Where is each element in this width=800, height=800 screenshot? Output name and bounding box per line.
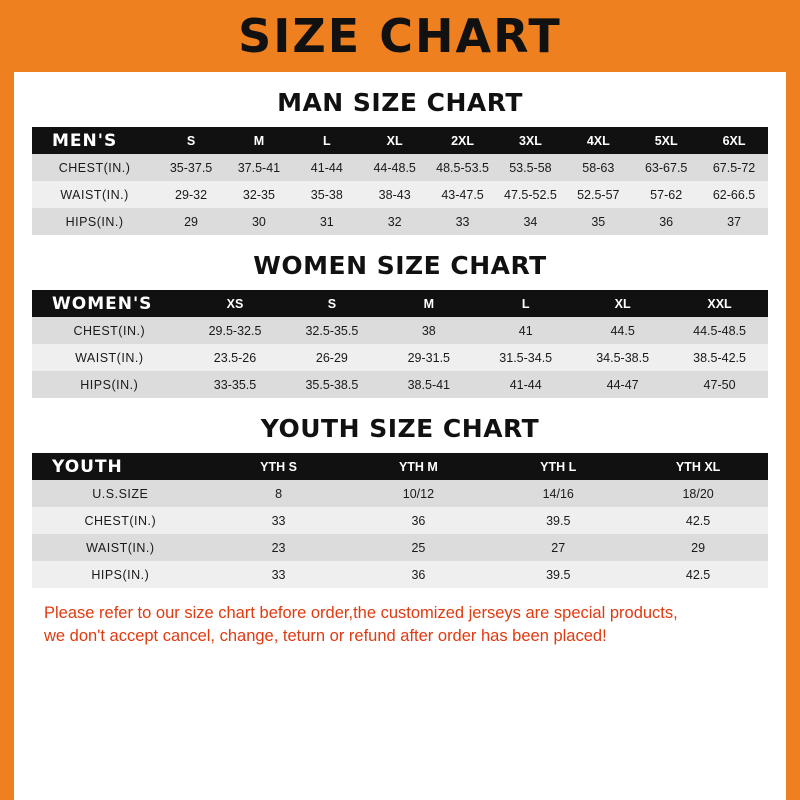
youth-row-1-cell-3: 42.5 bbox=[685, 513, 711, 528]
youth-row-2-label: WAIST(IN.) bbox=[86, 540, 155, 555]
men-row-0-cell-5: 53.5-58 bbox=[509, 160, 552, 175]
youth-row-2-cell-0: 23 bbox=[271, 540, 286, 555]
women-row-1-cell-3: 31.5-34.5 bbox=[499, 350, 553, 365]
table-row bbox=[32, 507, 768, 534]
men-row-0-cell-4: 48.5-53.5 bbox=[436, 160, 489, 175]
men-row-1-cell-4: 43-47.5 bbox=[441, 187, 484, 202]
youth-row-1-cell-1: 36 bbox=[411, 513, 426, 528]
men-row-0-cell-1: 37.5-41 bbox=[237, 160, 281, 175]
men-row-0-cell-3: 44-48.5 bbox=[373, 160, 416, 175]
youth-row-0-cell-1: 10/12 bbox=[402, 486, 435, 501]
youth-row-0-label: U.S.SIZE bbox=[92, 486, 149, 501]
youth-col-2: YTH L bbox=[540, 459, 577, 474]
men-row-0-cell-7: 63-67.5 bbox=[644, 160, 688, 175]
section-title-men: MAN SIZE CHART bbox=[277, 88, 523, 117]
men-col-8: 6XL bbox=[722, 133, 746, 148]
men-row-1-cell-5: 47.5-52.5 bbox=[504, 187, 557, 202]
page-title: SIZE CHART bbox=[238, 9, 562, 63]
men-row-0-cell-0: 35-37.5 bbox=[169, 160, 213, 175]
women-row-0-label: CHEST(IN.) bbox=[73, 323, 146, 338]
youth-row-2-cell-3: 29 bbox=[691, 540, 706, 555]
table-row bbox=[32, 371, 768, 398]
footer-note bbox=[32, 602, 768, 648]
women-row-2-cell-4: 44-47 bbox=[606, 377, 639, 392]
youth-col-0: YTH S bbox=[260, 459, 297, 474]
women-col-2: M bbox=[423, 296, 435, 311]
women-row-0-cell-0: 29.5-32.5 bbox=[208, 323, 262, 338]
women-col-4: XL bbox=[614, 296, 631, 311]
men-row-2-cell-0: 29 bbox=[184, 214, 198, 229]
men-row-2-cell-6: 35 bbox=[591, 214, 606, 229]
men-col-3: XL bbox=[386, 133, 403, 148]
table-row bbox=[32, 208, 768, 235]
men-col-2: L bbox=[322, 133, 331, 148]
women-row-1-cell-0: 23.5-26 bbox=[213, 350, 257, 365]
women-size-table bbox=[32, 290, 768, 398]
women-col-5: XXL bbox=[707, 296, 732, 311]
footer-note-line-1: Please refer to our size chart before order,the customized jerseys are special products, bbox=[44, 604, 678, 622]
chart-content bbox=[14, 88, 786, 648]
youth-row-1-label: CHEST(IN.) bbox=[84, 513, 157, 528]
men-row-0-cell-2: 41-44 bbox=[310, 160, 343, 175]
men-row-1-cell-6: 52.5-57 bbox=[577, 187, 620, 202]
men-col-6: 4XL bbox=[586, 133, 610, 148]
youth-row-0-cell-3: 18/20 bbox=[682, 486, 714, 501]
men-row-2-cell-7: 36 bbox=[659, 214, 674, 229]
women-row-0-cell-5: 44.5-48.5 bbox=[693, 323, 746, 338]
youth-row-1-cell-0: 33 bbox=[271, 513, 286, 528]
women-header-label: WOMEN'S bbox=[52, 293, 153, 314]
section-title-women: WOMEN SIZE CHART bbox=[253, 251, 547, 280]
header-band bbox=[14, 0, 786, 72]
women-table-body bbox=[32, 317, 768, 398]
women-col-1: S bbox=[327, 296, 337, 311]
men-header-label: MEN'S bbox=[52, 130, 118, 151]
women-row-2-cell-2: 38.5-41 bbox=[407, 377, 451, 392]
section-title-youth: YOUTH SIZE CHART bbox=[260, 414, 540, 443]
youth-row-2-cell-1: 25 bbox=[411, 540, 426, 555]
women-row-0-cell-4: 44.5 bbox=[610, 323, 635, 338]
youth-table-body bbox=[32, 480, 768, 588]
table-row bbox=[32, 480, 768, 507]
men-row-2-cell-1: 30 bbox=[251, 214, 266, 229]
women-row-1-cell-2: 29-31.5 bbox=[407, 350, 451, 365]
table-row bbox=[32, 181, 768, 208]
women-row-0-cell-1: 32.5-35.5 bbox=[305, 323, 359, 338]
youth-col-3: YTH XL bbox=[675, 459, 721, 474]
men-row-0-cell-6: 58-63 bbox=[582, 160, 615, 175]
men-col-0: S bbox=[186, 133, 196, 148]
table-row bbox=[32, 154, 768, 181]
men-row-1-cell-8: 62-66.5 bbox=[712, 187, 756, 202]
women-row-2-cell-3: 41-44 bbox=[509, 377, 542, 392]
men-row-1-cell-1: 32-35 bbox=[242, 187, 275, 202]
table-header-row bbox=[32, 290, 768, 317]
women-row-2-cell-5: 47-50 bbox=[703, 377, 736, 392]
women-row-2-cell-0: 33-35.5 bbox=[213, 377, 257, 392]
youth-row-1-cell-2: 39.5 bbox=[546, 513, 571, 528]
women-row-0-cell-2: 38 bbox=[421, 323, 436, 338]
women-row-1-label: WAIST(IN.) bbox=[75, 350, 144, 365]
youth-row-3-cell-1: 36 bbox=[411, 567, 426, 582]
youth-row-0-cell-2: 14/16 bbox=[542, 486, 574, 501]
women-row-0-cell-3: 41 bbox=[518, 323, 533, 338]
women-row-2-label: HIPS(IN.) bbox=[80, 377, 139, 392]
men-row-1-cell-3: 38-43 bbox=[378, 187, 411, 202]
youth-row-3-label: HIPS(IN.) bbox=[91, 567, 150, 582]
men-table-body bbox=[32, 154, 768, 235]
women-table-head bbox=[32, 290, 768, 317]
youth-header-label: YOUTH bbox=[52, 456, 123, 477]
men-col-5: 3XL bbox=[518, 133, 542, 148]
youth-row-3-cell-0: 33 bbox=[271, 567, 286, 582]
men-row-2-cell-8: 37 bbox=[727, 214, 741, 229]
men-col-4: 2XL bbox=[451, 133, 475, 148]
men-row-2-cell-4: 33 bbox=[455, 214, 470, 229]
men-row-1-cell-7: 57-62 bbox=[650, 187, 683, 202]
men-row-0-cell-8: 67.5-72 bbox=[712, 160, 756, 175]
table-row bbox=[32, 561, 768, 588]
men-size-table bbox=[32, 127, 768, 235]
men-col-1: M bbox=[253, 133, 265, 148]
women-row-1-cell-4: 34.5-38.5 bbox=[596, 350, 650, 365]
women-row-1-cell-1: 26-29 bbox=[315, 350, 348, 365]
youth-row-0-cell-0: 8 bbox=[275, 486, 283, 501]
youth-row-2-cell-2: 27 bbox=[551, 540, 566, 555]
men-table-head bbox=[32, 127, 768, 154]
youth-row-3-cell-3: 42.5 bbox=[685, 567, 711, 582]
men-row-1-label: WAIST(IN.) bbox=[60, 187, 129, 202]
footer-note-line-2: we don't accept cancel, change, teturn or refund after order has been placed! bbox=[44, 626, 607, 645]
table-header-row bbox=[32, 453, 768, 480]
men-row-1-cell-2: 35-38 bbox=[310, 187, 343, 202]
table-header-row bbox=[32, 127, 768, 154]
youth-col-1: YTH M bbox=[398, 459, 438, 474]
youth-table-head bbox=[32, 453, 768, 480]
women-row-2-cell-1: 35.5-38.5 bbox=[305, 377, 359, 392]
men-col-7: 5XL bbox=[654, 133, 678, 148]
men-row-2-cell-3: 32 bbox=[387, 214, 402, 229]
men-row-2-cell-5: 34 bbox=[523, 214, 538, 229]
women-col-3: L bbox=[521, 296, 530, 311]
table-row bbox=[32, 344, 768, 371]
men-row-2-cell-2: 31 bbox=[319, 214, 334, 229]
table-row bbox=[32, 534, 768, 561]
women-row-1-cell-5: 38.5-42.5 bbox=[693, 350, 746, 365]
men-row-2-label: HIPS(IN.) bbox=[65, 214, 124, 229]
youth-row-3-cell-2: 39.5 bbox=[546, 567, 571, 582]
men-row-0-label: CHEST(IN.) bbox=[58, 160, 131, 175]
table-row bbox=[32, 317, 768, 344]
men-row-1-cell-0: 29-32 bbox=[175, 187, 208, 202]
youth-size-table bbox=[32, 453, 768, 588]
women-col-0: XS bbox=[226, 296, 244, 311]
